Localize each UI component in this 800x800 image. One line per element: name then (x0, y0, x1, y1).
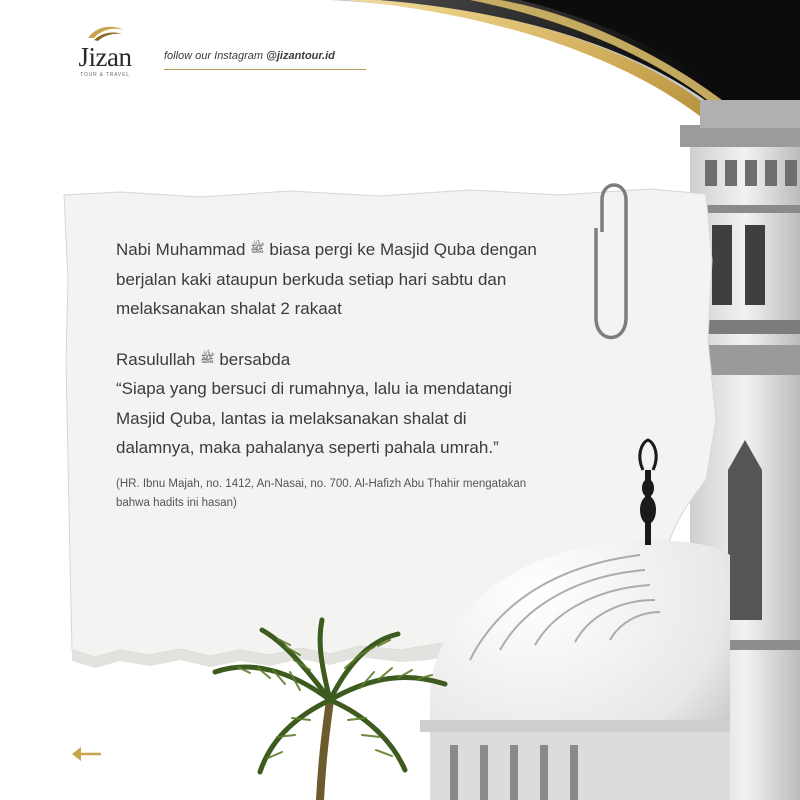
honorific-mark-2: ﷺ (200, 350, 215, 365)
intro-text-end: biasa pergi ke Masjid Quba dengan berjalan kaki ataupun berkuda setiap hari sabtu dan melaksanakan shalat 2 rakaat (116, 240, 537, 318)
arrow-left-icon (69, 743, 103, 765)
instagram-follow-text (164, 50, 335, 62)
logo-swoosh-icon (86, 24, 126, 42)
hadith-content (116, 234, 546, 513)
sabda-text-end: bersabda (214, 349, 291, 369)
hadith-reference: (HR. Ibnu Majah, no. 1412, An-Nasai, no. 700. Al-Hafizh Abu Thahir mengatakan bahwa hadits ini hasan) (116, 477, 527, 509)
honorific-mark: ﷺ (250, 241, 265, 255)
hadith-quote: “Siapa yang bersuci di rumahnya, lalu ia mendatangi Masjid Quba, lantas ia melaksanakan shalat di dalamnya, maka pahalanya seperti pahala umrah.” (116, 379, 512, 457)
jizan-logo (72, 24, 138, 80)
sabda-text-start: Rasulullah (116, 349, 201, 369)
follow-prefix: follow our Instagram (164, 50, 267, 62)
follow-underline (164, 69, 366, 70)
logo-subtext: TOUR & TRAVEL (80, 72, 130, 78)
back-button[interactable] (69, 743, 103, 765)
intro-text-start: Nabi Muhammad (116, 240, 251, 259)
intro-paragraph (116, 234, 546, 324)
logo-wordmark: Jizan (78, 42, 132, 72)
sabda-heading (116, 344, 546, 375)
instagram-handle-link[interactable]: @jizantour.id (266, 50, 335, 62)
